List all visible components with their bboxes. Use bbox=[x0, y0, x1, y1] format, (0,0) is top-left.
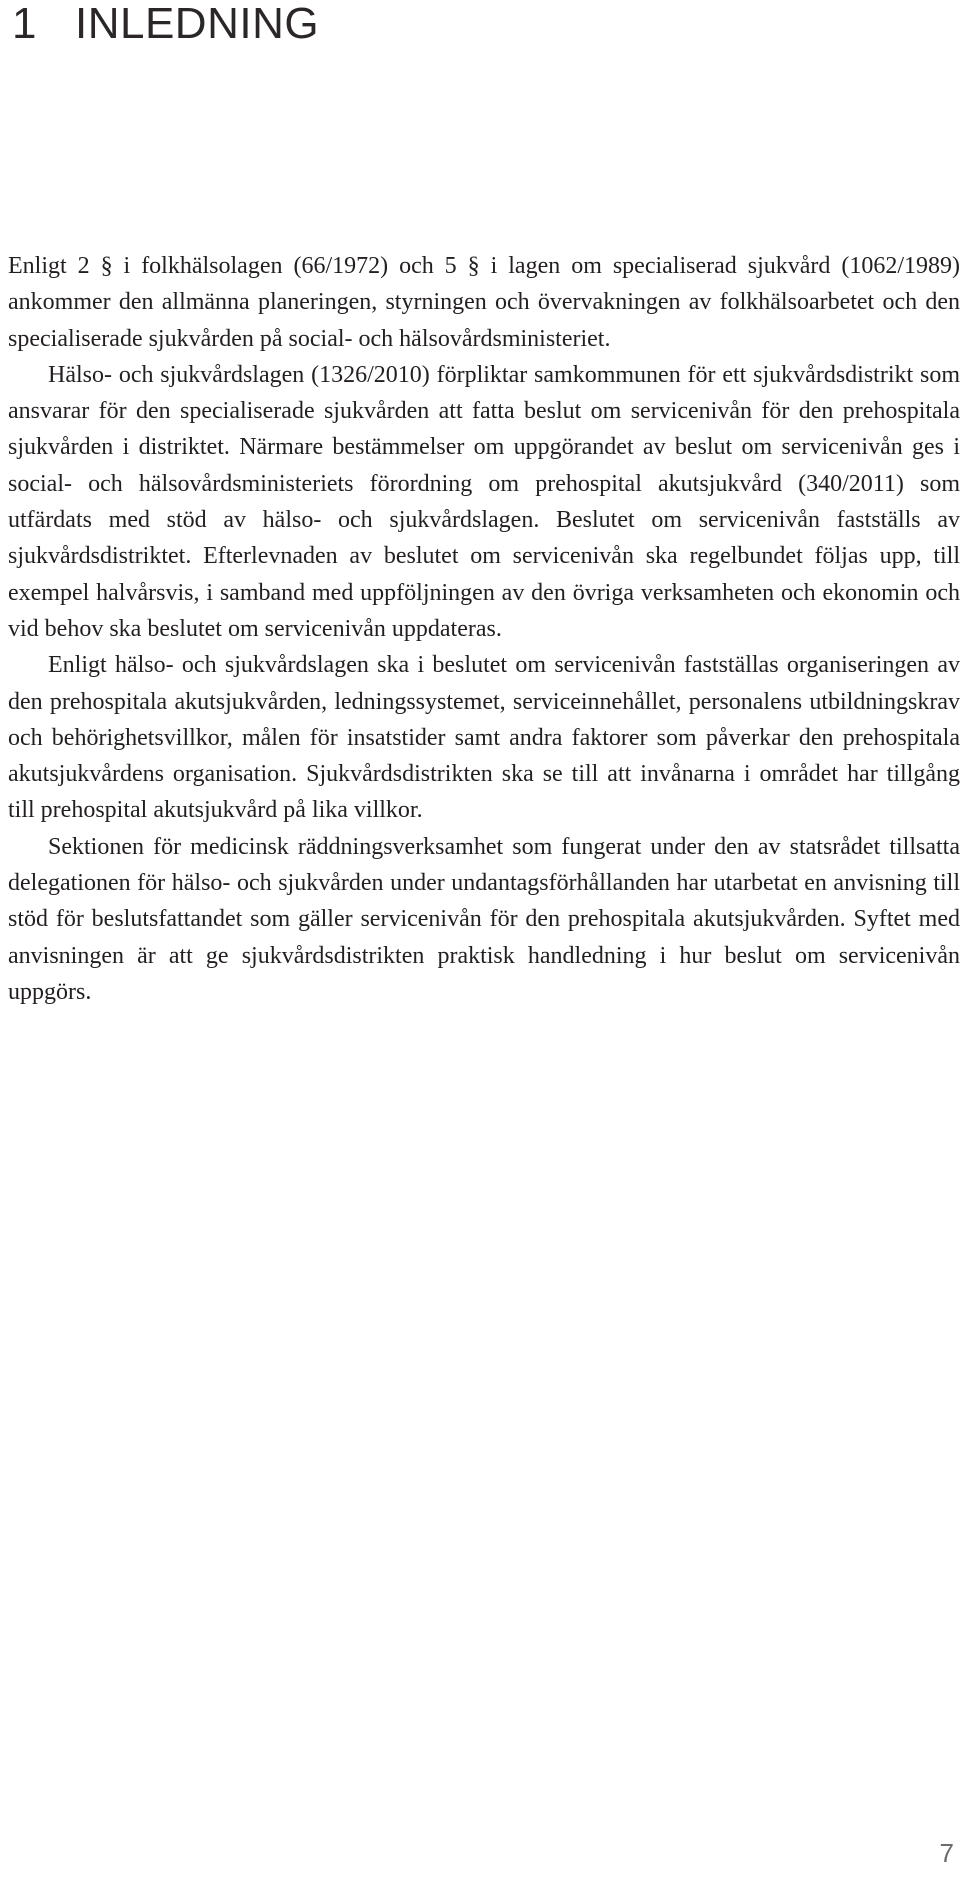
chapter-heading bbox=[12, 0, 319, 48]
paragraph-1: Enligt 2 § i folkhälsolagen (66/1972) och 5 § i lagen om specialiserad sjukvård (1062/1989) ankommer den allmänna planeringen, styrningen och övervakningen av folkhälsoarbetet och den specialiserade sjukvården på social- och hälsovårdsministeriet. bbox=[8, 253, 960, 352]
paragraph-2: Hälso- och sjukvårdslagen (1326/2010) förpliktar samkommunen för ett sjukvårdsdistrikt som ansvarar för den specialiserade sjukvården att fatta beslut om servicenivån för den prehospitala sjukvården i distriktet. Närmare bestämmelser om uppgörandet av beslut om servicenivån ges i social- och hälsovårdsministeriets förordning om prehospital akutsjukvård (340/2011) som utfärdats med stöd av hälso- och sjukvårdslagen. Beslutet om servicenivån fastställs av sjukvårdsdistriktet. Efterlevnaden av beslutet om servicenivån ska regelbundet följas upp, till exempel halvårsvis, i samband med uppföljningen av den övriga verksamheten och ekonomin och vid behov ska beslutet om servicenivån uppdateras. bbox=[8, 361, 960, 642]
chapter-number: 1 bbox=[12, 0, 37, 48]
chapter-title: INLEDNING bbox=[74, 0, 320, 48]
paragraph-4: Sektionen för medicinsk räddningsverksamhet som fungerat under den av statsrådet tillsatta delegationen för hälso- och sjukvården under undantagsförhållanden har utarbetat en anvisning till stöd för beslutsfattandet som gäller servicenivån för den prehospitala akutsjukvården. Syftet med anvisningen är att ge sjukvårdsdistrikten praktisk handledning i hur beslut om servicenivån uppgörs. bbox=[8, 833, 960, 1005]
page-number: 7 bbox=[939, 1838, 954, 1868]
paragraph-3: Enligt hälso- och sjukvårdslagen ska i beslutet om servicenivån fastställas organiseringen av den prehospitala akutsjukvården, ledningssystemet, serviceinnehållet, personalens utbildningskrav och behörighetsvillkor, målen för insatstider samt andra faktorer som påverkar den prehospitala akutsjukvårdens organisation. Sjukvårdsdistrikten ska se till att invånarna i området har tillgång till prehospital akutsjukvård på lika villkor. bbox=[8, 652, 960, 824]
body-text bbox=[8, 248, 960, 1010]
